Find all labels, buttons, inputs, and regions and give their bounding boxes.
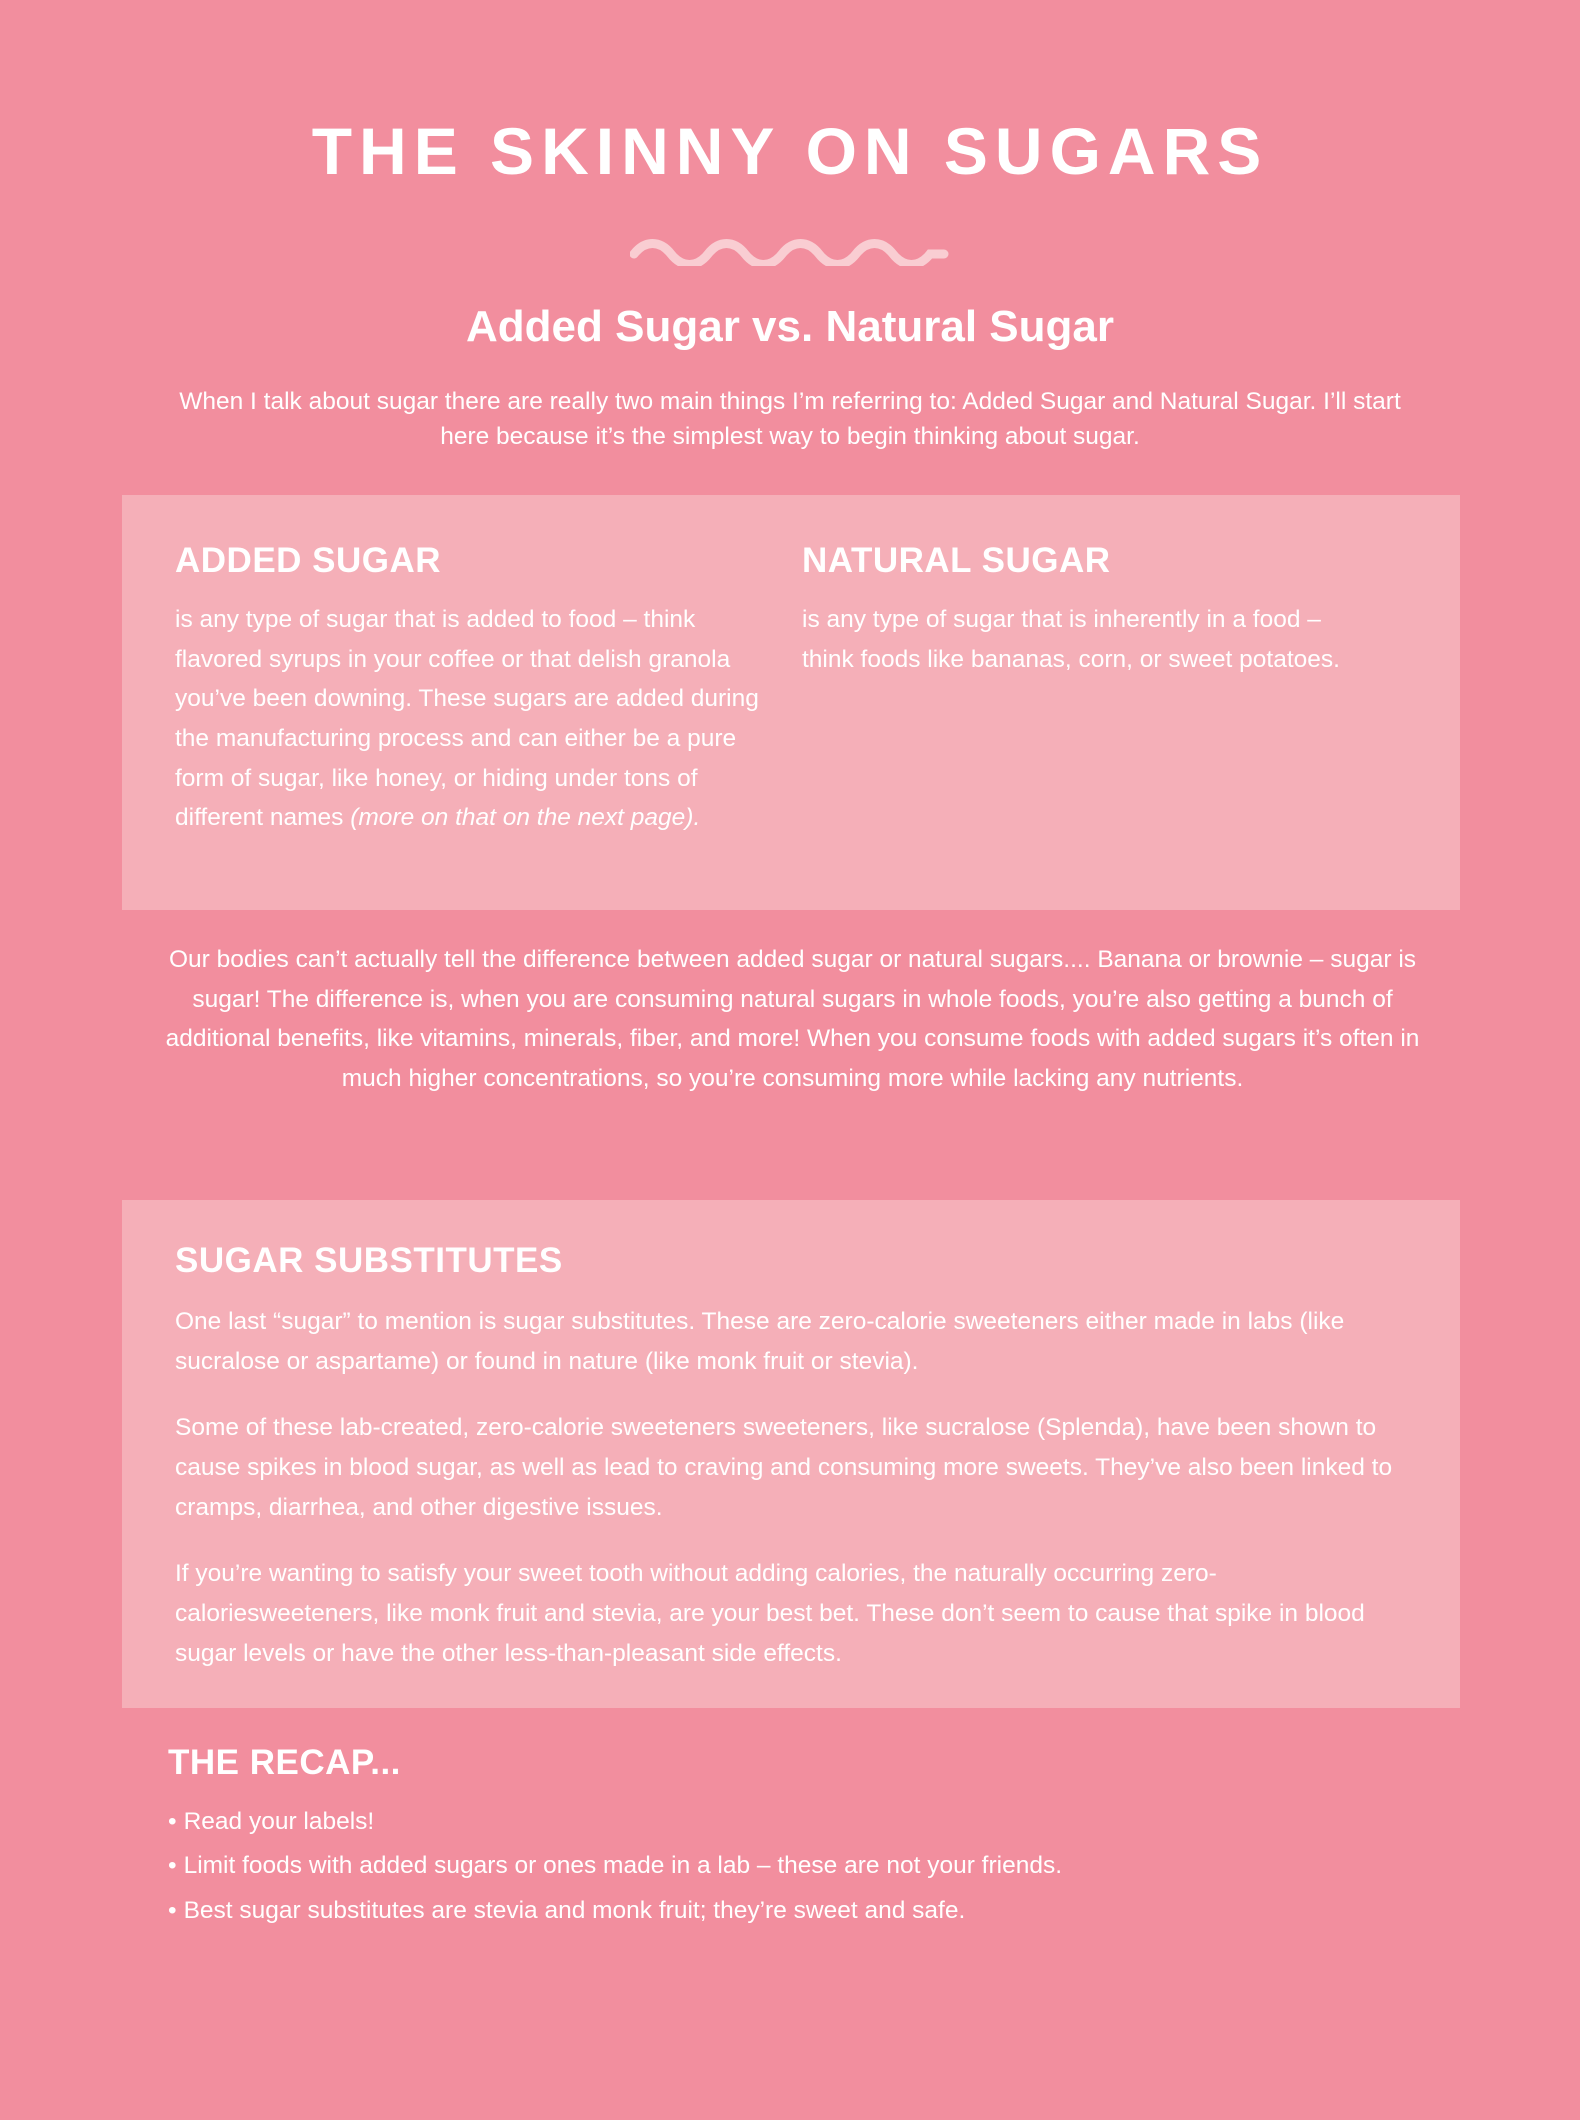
recap-list [168,1806,1448,1926]
list-item-label: Limit foods with added sugars or ones made in a lab – these are not your friends. [183,1852,1063,1880]
mid-paragraph: Our bodies can’t actually tell the difference between added sugar or natural sugars.... Banana or brownie – sugar is sugar! The difference is, when you are consuming natural sugars in whole foods, you’re also getting a bunch of additional benefits, like vitamins, minerals, fiber, and more! When you consume foods with added sugars it’s often in much higher concentrations, so you’re consuming more while lacking any nutrients. [165,946,1420,1093]
page-title: THE SKINNY ON SUGARS [311,114,1269,188]
bullet-icon: • [168,1852,177,1880]
compare-panel [122,495,1460,910]
list-item-label: Best sugar substitutes are stevia and monk fruit; they’re sweet and safe. [183,1896,966,1924]
page-subtitle: Added Sugar vs. Natural Sugar [466,302,1114,351]
natural-sugar-body: is any type of sugar that is inherently in a food – think foods like bananas, corn, or sweet potatoes. [802,606,1340,673]
substitutes-paragraph: One last “sugar” to mention is sugar substitutes. These are zero-calorie sweeteners either made in labs (like sucralose or aspartame) or found in nature (like monk fruit or stevia). [175,1308,1345,1375]
added-sugar-body-italic: (more on that on the next page). [350,804,701,832]
sugar-substitutes-heading: SUGAR SUBSTITUTES [175,1241,563,1280]
bullet-icon: • [168,1896,177,1924]
sugar-substitutes-panel [122,1200,1460,1708]
list-item [168,1806,1448,1837]
list-item [168,1850,1448,1881]
added-sugar-column [175,543,775,838]
added-sugar-body [175,600,775,838]
wavy-line-divider-icon [0,236,1580,266]
bullet-icon: • [168,1808,177,1835]
list-item-label: Read your labels! [183,1808,375,1835]
added-sugar-heading: ADDED SUGAR [175,541,442,580]
recap-heading: THE RECAP... [168,1743,401,1782]
recap-section [168,1745,1448,1939]
natural-sugar-column [802,543,1362,679]
list-item [168,1895,1448,1926]
added-sugar-body-text: is any type of sugar that is added to food – think flavored syrups in your coffee or that delish granola you’ve been downing. These sugars are added during the manufacturing process and can either be a pure form of sugar, like honey, or hiding under tons of different names [175,606,759,832]
intro-paragraph: When I talk about sugar there are really two main things I’m referring to: Added Sugar and Natural Sugar. I’ll start here because it’s the simplest way to begin thinking about sugar. [179,388,1401,450]
substitutes-paragraph: If you’re wanting to satisfy your sweet tooth without adding calories, the naturally occurring zero-caloriesweeteners, like monk fruit and stevia, are your best bet. These don’t seem to cause that spike in blood sugar levels or have the other less-than-pleasant side effects. [175,1560,1365,1667]
natural-sugar-heading: NATURAL SUGAR [802,541,1111,580]
sugar-substitutes-body [175,1302,1420,1674]
substitutes-paragraph: Some of these lab-created, zero-calorie sweeteners sweeteners, like sucralose (Splenda), have been shown to cause spikes in blood sugar, as well as lead to craving and consuming more sweets. They’ve also been linked to cramps, diarrhea, and other digestive issues. [175,1414,1393,1521]
